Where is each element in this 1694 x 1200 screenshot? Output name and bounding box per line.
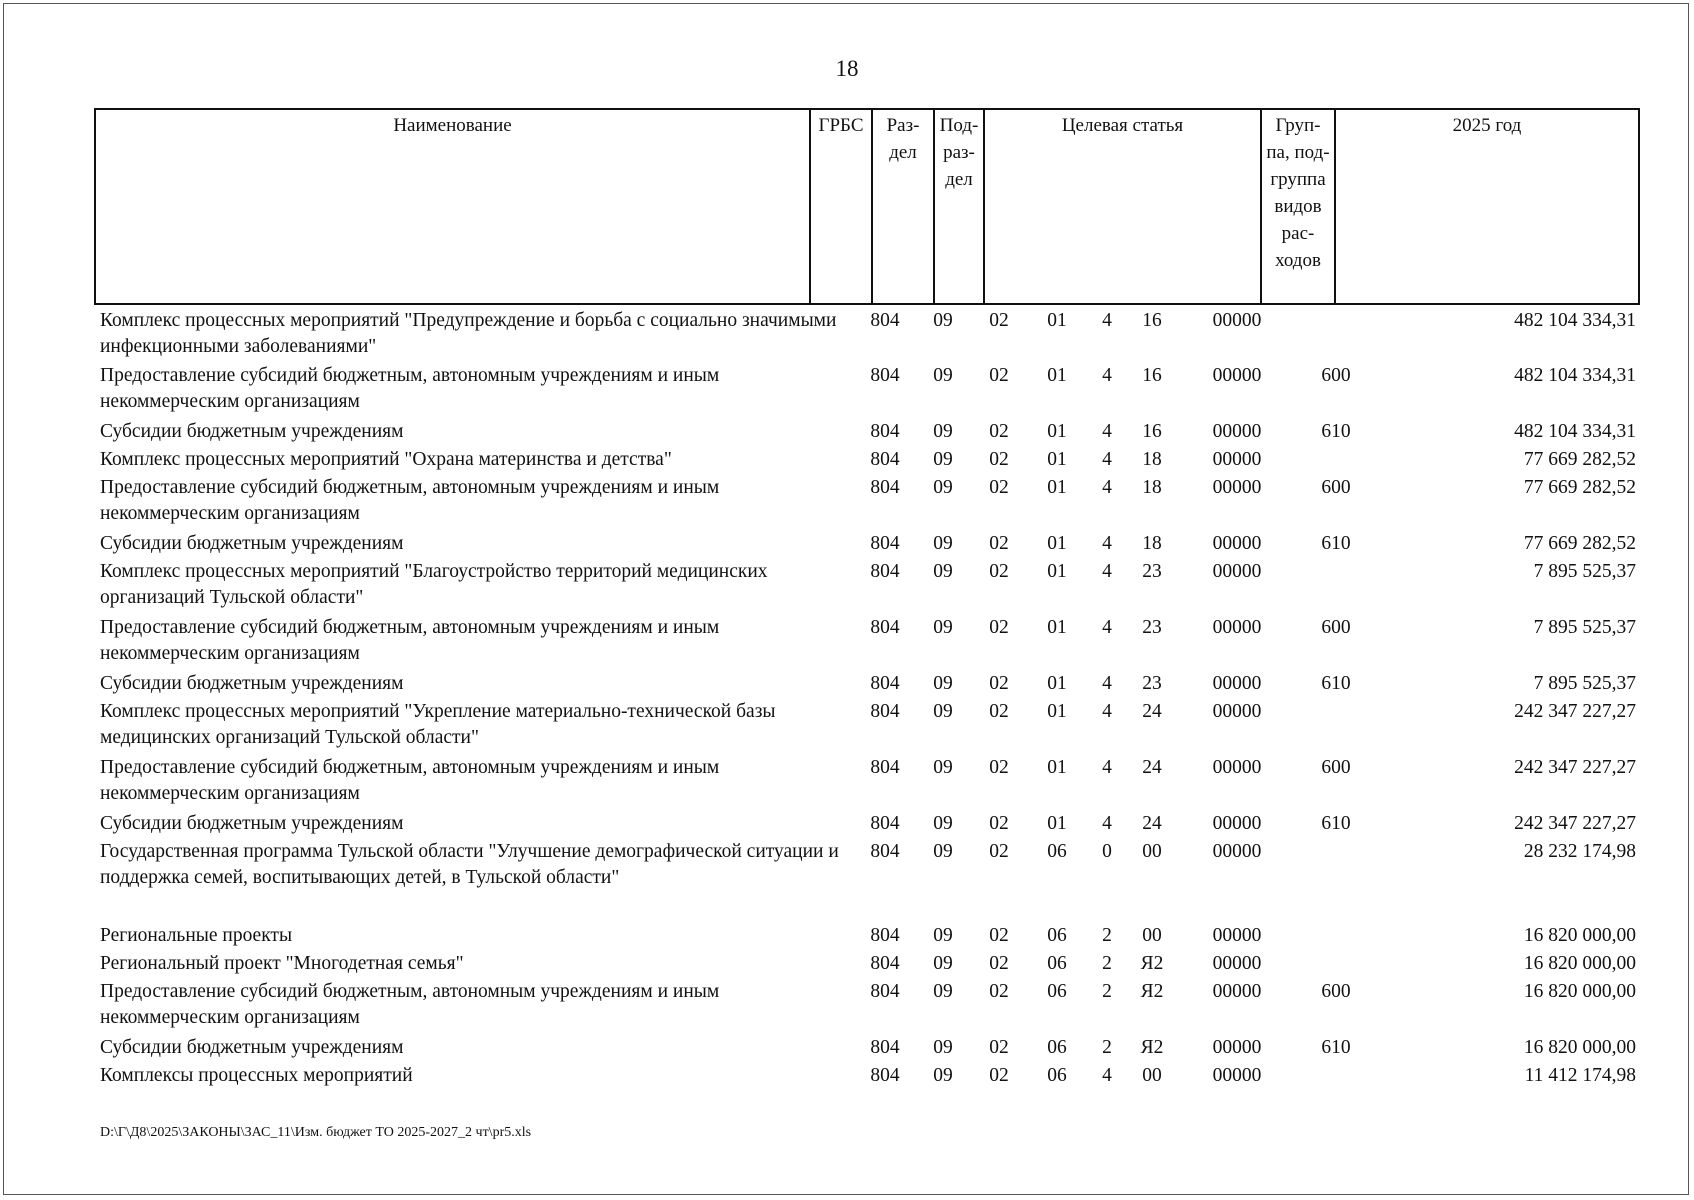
cell-amount: 16 820 000,00	[1523, 1037, 1636, 1058]
cell-razdel: 09	[933, 841, 953, 862]
cell-name: Субсидии бюджетным учреждениям	[100, 421, 404, 442]
cell-podrazdel: 02	[989, 757, 1009, 778]
cell-razdel: 09	[933, 449, 953, 470]
cell-target-type: 4	[1102, 533, 1112, 554]
cell-target-event: 16	[1142, 421, 1162, 442]
cell-target-type: 2	[1102, 953, 1112, 974]
cell-amount: 11 412 174,98	[1524, 1065, 1636, 1086]
header-name	[96, 110, 811, 303]
cell-vr: 610	[1321, 1037, 1351, 1058]
cell-target-event: 00	[1142, 841, 1162, 862]
page-number: 18	[835, 56, 859, 81]
header-name-label: Наименование	[393, 115, 512, 136]
cell-target-program: 06	[1047, 925, 1067, 946]
cell-name: Комплекс процессных мероприятий "Укрепление материально-технической базы медицинских организаций Тульской области"	[100, 701, 776, 748]
cell-target-event: 00	[1142, 1065, 1162, 1086]
cell-target-type: 2	[1102, 1037, 1112, 1058]
cell-vr: 600	[1321, 477, 1351, 498]
cell-target-program: 01	[1047, 813, 1067, 834]
cell-podrazdel: 02	[989, 365, 1009, 386]
cell-target-event: 24	[1142, 813, 1162, 834]
cell-target-direction: 00000	[1212, 841, 1262, 862]
cell-grbs: 804	[870, 421, 900, 442]
header-podrazdel-line2: раз-	[943, 142, 975, 163]
header-grbs-label: ГРБС	[818, 115, 864, 136]
header-target	[985, 110, 1262, 303]
cell-target-direction: 00000	[1212, 310, 1262, 331]
header-podrazdel-line3: дел	[945, 169, 973, 190]
cell-target-program: 01	[1047, 477, 1067, 498]
cell-target-direction: 00000	[1212, 1065, 1262, 1086]
cell-amount: 242 347 227,27	[1514, 757, 1636, 778]
cell-razdel: 09	[933, 953, 953, 974]
cell-target-event: Я2	[1140, 981, 1164, 1002]
cell-target-type: 2	[1102, 925, 1112, 946]
cell-target-type: 4	[1102, 477, 1112, 498]
cell-target-direction: 00000	[1212, 813, 1262, 834]
cell-target-program: 01	[1047, 617, 1067, 638]
cell-razdel: 09	[933, 310, 953, 331]
cell-grbs: 804	[870, 310, 900, 331]
cell-grbs: 804	[870, 1037, 900, 1058]
cell-grbs: 804	[870, 953, 900, 974]
header-razdel-line1: Раз-	[886, 115, 920, 136]
cell-target-direction: 00000	[1212, 449, 1262, 470]
cell-grbs: 804	[870, 813, 900, 834]
header-year-label: 2025 год	[1452, 115, 1522, 136]
cell-target-event: 23	[1142, 673, 1162, 694]
cell-name: Субсидии бюджетным учреждениям	[100, 813, 404, 834]
cell-amount: 77 669 282,52	[1523, 533, 1636, 554]
cell-target-direction: 00000	[1212, 421, 1262, 442]
cell-podrazdel: 02	[989, 561, 1009, 582]
header-vr-line3: группа	[1270, 169, 1326, 190]
cell-amount: 7 895 525,37	[1533, 673, 1636, 694]
cell-podrazdel: 02	[989, 673, 1009, 694]
cell-target-program: 06	[1047, 841, 1067, 862]
cell-amount: 7 895 525,37	[1533, 617, 1636, 638]
cell-podrazdel: 02	[989, 1037, 1009, 1058]
header-vr	[1262, 110, 1336, 303]
cell-target-program: 06	[1047, 953, 1067, 974]
cell-name: Комплекс процессных мероприятий "Предупреждение и борьба с социально значимыми инфекционными заболеваниями"	[100, 310, 837, 357]
cell-target-type: 4	[1102, 813, 1112, 834]
cell-vr: 610	[1321, 421, 1351, 442]
cell-target-type: 4	[1102, 421, 1112, 442]
cell-target-direction: 00000	[1212, 617, 1262, 638]
cell-name: Региональные проекты	[100, 925, 293, 946]
cell-target-direction: 00000	[1212, 1037, 1262, 1058]
cell-amount: 242 347 227,27	[1514, 813, 1636, 834]
header-vr-line6: ходов	[1275, 250, 1321, 271]
cell-target-program: 06	[1047, 1065, 1067, 1086]
cell-podrazdel: 02	[989, 533, 1009, 554]
cell-razdel: 09	[933, 701, 953, 722]
cell-amount: 28 232 174,98	[1523, 841, 1636, 862]
header-podrazdel-line1: Под-	[939, 115, 979, 136]
cell-grbs: 804	[870, 533, 900, 554]
cell-name: Предоставление субсидий бюджетным, автономным учреждениям и иным некоммерческим организациям	[100, 477, 720, 524]
header-vr-line5: рас-	[1281, 223, 1315, 244]
table-header	[94, 108, 1640, 305]
cell-target-type: 0	[1102, 841, 1112, 862]
cell-vr: 600	[1321, 757, 1351, 778]
cell-name: Предоставление субсидий бюджетным, автономным учреждениям и иным некоммерческим организациям	[100, 617, 720, 664]
cell-target-direction: 00000	[1212, 701, 1262, 722]
cell-name: Субсидии бюджетным учреждениям	[100, 673, 404, 694]
cell-target-event: 23	[1142, 617, 1162, 638]
cell-grbs: 804	[870, 617, 900, 638]
cell-razdel: 09	[933, 561, 953, 582]
cell-target-program: 01	[1047, 365, 1067, 386]
cell-target-type: 4	[1102, 757, 1112, 778]
cell-podrazdel: 02	[989, 449, 1009, 470]
cell-grbs: 804	[870, 701, 900, 722]
cell-razdel: 09	[933, 813, 953, 834]
cell-target-direction: 00000	[1212, 477, 1262, 498]
cell-grbs: 804	[870, 673, 900, 694]
cell-target-direction: 00000	[1212, 953, 1262, 974]
cell-podrazdel: 02	[989, 813, 1009, 834]
cell-target-event: 16	[1142, 365, 1162, 386]
header-razdel-line2: дел	[889, 142, 917, 163]
cell-vr: 600	[1321, 365, 1351, 386]
cell-name: Комплекс процессных мероприятий "Благоустройство территорий медицинских организаций Тульской области"	[100, 561, 768, 608]
cell-vr: 600	[1321, 981, 1351, 1002]
cell-amount: 7 895 525,37	[1533, 561, 1636, 582]
cell-target-type: 4	[1102, 1065, 1112, 1086]
cell-target-direction: 00000	[1212, 533, 1262, 554]
cell-grbs: 804	[870, 757, 900, 778]
cell-target-event: 16	[1142, 310, 1162, 331]
cell-vr: 610	[1321, 673, 1351, 694]
cell-podrazdel: 02	[989, 310, 1009, 331]
cell-target-event: 23	[1142, 561, 1162, 582]
cell-target-direction: 00000	[1212, 673, 1262, 694]
cell-amount: 482 104 334,31	[1514, 365, 1636, 386]
cell-razdel: 09	[933, 981, 953, 1002]
cell-amount: 482 104 334,31	[1514, 421, 1636, 442]
header-vr-line2: па, под-	[1266, 142, 1330, 163]
cell-podrazdel: 02	[989, 617, 1009, 638]
cell-target-direction: 00000	[1212, 561, 1262, 582]
cell-target-program: 01	[1047, 310, 1067, 331]
cell-grbs: 804	[870, 561, 900, 582]
file-path-footer: D:\Г\Д8\2025\ЗАКОНЫ\ЗАС_11\Изм. бюджет ТО 2025-2027_2 чт\pr5.xls	[100, 1125, 532, 1140]
cell-razdel: 09	[933, 477, 953, 498]
cell-target-program: 01	[1047, 449, 1067, 470]
cell-name: Предоставление субсидий бюджетным, автономным учреждениям и иным некоммерческим организациям	[100, 757, 720, 804]
cell-razdel: 09	[933, 1037, 953, 1058]
cell-podrazdel: 02	[989, 953, 1009, 974]
cell-target-program: 01	[1047, 757, 1067, 778]
cell-razdel: 09	[933, 925, 953, 946]
cell-target-type: 2	[1102, 981, 1112, 1002]
cell-target-event: 24	[1142, 757, 1162, 778]
cell-podrazdel: 02	[989, 421, 1009, 442]
cell-razdel: 09	[933, 1065, 953, 1086]
cell-target-direction: 00000	[1212, 365, 1262, 386]
cell-target-program: 01	[1047, 421, 1067, 442]
cell-name: Предоставление субсидий бюджетным, автономным учреждениям и иным некоммерческим организациям	[100, 365, 720, 412]
cell-razdel: 09	[933, 421, 953, 442]
cell-target-event: 24	[1142, 701, 1162, 722]
cell-name: Субсидии бюджетным учреждениям	[100, 1037, 404, 1058]
cell-amount: 16 820 000,00	[1523, 953, 1636, 974]
header-podrazdel	[935, 110, 985, 303]
cell-grbs: 804	[870, 981, 900, 1002]
cell-target-type: 4	[1102, 561, 1112, 582]
cell-grbs: 804	[870, 841, 900, 862]
header-razdel	[873, 110, 935, 303]
cell-target-program: 01	[1047, 673, 1067, 694]
cell-podrazdel: 02	[989, 925, 1009, 946]
cell-target-direction: 00000	[1212, 925, 1262, 946]
cell-podrazdel: 02	[989, 701, 1009, 722]
cell-vr: 600	[1321, 617, 1351, 638]
cell-grbs: 804	[870, 477, 900, 498]
cell-vr: 610	[1321, 813, 1351, 834]
cell-podrazdel: 02	[989, 1065, 1009, 1086]
cell-target-type: 4	[1102, 701, 1112, 722]
cell-target-program: 06	[1047, 981, 1067, 1002]
header-grbs	[811, 110, 873, 303]
header-target-label: Целевая статья	[1061, 115, 1184, 136]
cell-name: Предоставление субсидий бюджетным, автономным учреждениям и иным некоммерческим организациям	[100, 981, 720, 1028]
cell-target-event: 18	[1142, 449, 1162, 470]
cell-target-event: Я2	[1140, 953, 1164, 974]
cell-name: Комплексы процессных мероприятий	[100, 1065, 413, 1086]
cell-grbs: 804	[870, 925, 900, 946]
cell-amount: 482 104 334,31	[1514, 310, 1636, 331]
cell-target-direction: 00000	[1212, 981, 1262, 1002]
cell-name: Региональный проект "Многодетная семья"	[100, 953, 464, 974]
header-vr-line4: видов	[1274, 196, 1322, 217]
cell-razdel: 09	[933, 673, 953, 694]
cell-razdel: 09	[933, 757, 953, 778]
cell-target-type: 4	[1102, 365, 1112, 386]
cell-target-direction: 00000	[1212, 757, 1262, 778]
cell-target-type: 4	[1102, 449, 1112, 470]
cell-razdel: 09	[933, 533, 953, 554]
cell-vr: 610	[1321, 533, 1351, 554]
cell-target-type: 4	[1102, 617, 1112, 638]
cell-target-program: 01	[1047, 533, 1067, 554]
cell-razdel: 09	[933, 365, 953, 386]
cell-target-program: 06	[1047, 1037, 1067, 1058]
cell-target-event: 18	[1142, 477, 1162, 498]
header-vr-line1: Груп-	[1275, 115, 1321, 136]
cell-amount: 77 669 282,52	[1523, 449, 1636, 470]
cell-target-type: 4	[1102, 673, 1112, 694]
cell-target-event: 00	[1142, 925, 1162, 946]
cell-grbs: 804	[870, 449, 900, 470]
cell-podrazdel: 02	[989, 841, 1009, 862]
cell-podrazdel: 02	[989, 981, 1009, 1002]
cell-target-event: 18	[1142, 533, 1162, 554]
cell-amount: 16 820 000,00	[1523, 981, 1636, 1002]
cell-amount: 16 820 000,00	[1523, 925, 1636, 946]
cell-amount: 77 669 282,52	[1523, 477, 1636, 498]
cell-target-program: 01	[1047, 561, 1067, 582]
cell-target-program: 01	[1047, 701, 1067, 722]
cell-target-type: 4	[1102, 310, 1112, 331]
cell-grbs: 804	[870, 1065, 900, 1086]
cell-amount: 242 347 227,27	[1514, 701, 1636, 722]
cell-target-event: Я2	[1140, 1037, 1164, 1058]
cell-razdel: 09	[933, 617, 953, 638]
cell-grbs: 804	[870, 365, 900, 386]
cell-name: Государственная программа Тульской области "Улучшение демографической ситуации и поддержка семей, воспитывающих детей, в Тульской области"	[100, 841, 839, 888]
header-year	[1336, 110, 1638, 303]
cell-podrazdel: 02	[989, 477, 1009, 498]
cell-name: Комплекс процессных мероприятий "Охрана материнства и детства"	[100, 449, 672, 470]
cell-name: Субсидии бюджетным учреждениям	[100, 533, 404, 554]
